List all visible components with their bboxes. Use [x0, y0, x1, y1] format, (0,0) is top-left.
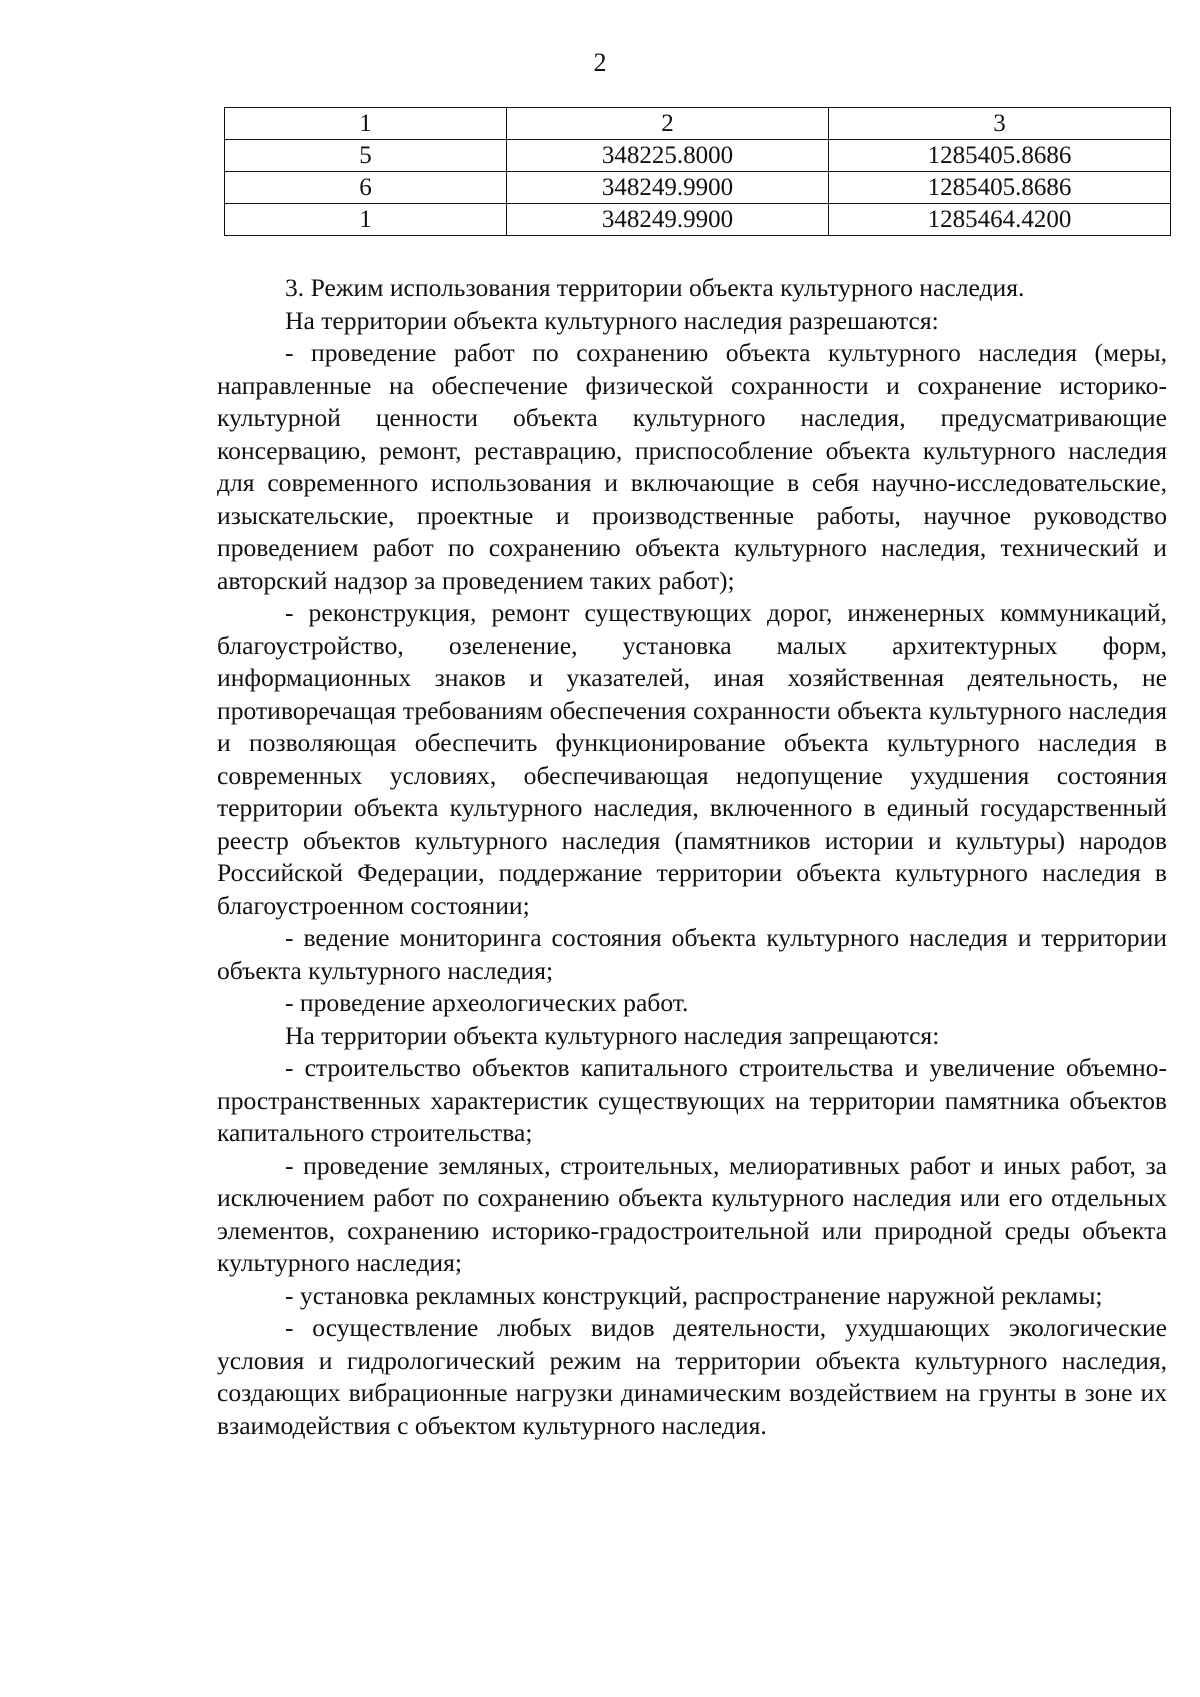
- table-header-cell: 2: [507, 108, 829, 140]
- list-item: - осуществление любых видов деятельности, ухудшающих экологические условия и гидрологический режим на территории объекта культурного наследия, создающих вибрационные нагрузки динамическим воздействием на грунты в зоне их взаимодействия с объектом культурного наследия.: [217, 1313, 1167, 1440]
- paragraph-permitted-intro: На территории объекта культурного наследия разрешаются:: [285, 305, 939, 335]
- table-cell: 1285405.8686: [829, 140, 1171, 172]
- table-cell: 1285405.8686: [829, 172, 1171, 204]
- table-row: [225, 172, 1171, 204]
- table-cell: 348225.8000: [507, 140, 829, 172]
- table-cell: 348249.9900: [507, 172, 829, 204]
- list-item: - проведение работ по сохранению объекта культурного наследия (меры, направленные на обеспечение физической сохранности и сохранение историко-культурной ценности объекта культурного наследия, предусматривающие консервацию, ремонт, реставрацию, приспособление объекта культурного наследия для современного использования и включающие в себя научно-исследовательские, изыскательские, проектные и производственные работы, научное руководство проведением работ по сохранению объекта культурного наследия, технический и авторский надзор за проведением таких работ);: [217, 338, 1167, 595]
- table-header-row: [225, 108, 1171, 140]
- table-row: [225, 140, 1171, 172]
- list-item: - проведение археологических работ.: [285, 988, 689, 1017]
- list-item: - строительство объектов капитального строительства и увеличение объемно-пространственных характеристик существующих на территории памятника объектов капитального строительства;: [217, 1053, 1167, 1147]
- table-cell: 6: [225, 172, 507, 204]
- table-header-cell: 3: [829, 108, 1171, 140]
- table-cell: 348249.9900: [507, 204, 829, 236]
- list-item: - установка рекламных конструкций, распространение наружной рекламы;: [285, 1280, 1103, 1310]
- paragraph-prohibited-intro: На территории объекта культурного наследия запрещаются:: [285, 1020, 940, 1050]
- table-row: [225, 204, 1171, 236]
- section-heading: 3. Режим использования территории объекта культурного наследия.: [285, 273, 1025, 302]
- coordinates-table: [224, 107, 1171, 236]
- table-cell: 1: [225, 204, 507, 236]
- table-cell: 1285464.4200: [829, 204, 1171, 236]
- list-item: - проведение земляных, строительных, мелиоративных работ и иных работ, за исключением работ по сохранению объекта культурного наследия или его отдельных элементов, сохранению историко-градостроительной или природной среды объекта культурного наследия;: [217, 1150, 1167, 1277]
- list-item: - реконструкция, ремонт существующих дорог, инженерных коммуникаций, благоустройство, озеленение, установка малых архитектурных форм, информационных знаков и указателей, иная хозяйственная деятельность, не противоречащая требованиям обеспечения сохранности объекта культурного наследия и позволяющая обеспечить функционирование объекта культурного наследия в современных условиях, обеспечивающая недопущение ухудшения состояния территории объекта культурного наследия, включенного в единый государственный реестр объектов культурного наследия (памятников истории и культуры) народов Российской Федерации, поддержание территории объекта культурного наследия в благоустроенном состоянии;: [217, 598, 1167, 920]
- table-header-cell: 1: [225, 108, 507, 140]
- table-cell: 5: [225, 140, 507, 172]
- page-number: 2: [593, 48, 607, 77]
- document-body: [217, 272, 1167, 1442]
- list-item: - ведение мониторинга состояния объекта культурного наследия и территории объекта культурного наследия;: [217, 923, 1167, 985]
